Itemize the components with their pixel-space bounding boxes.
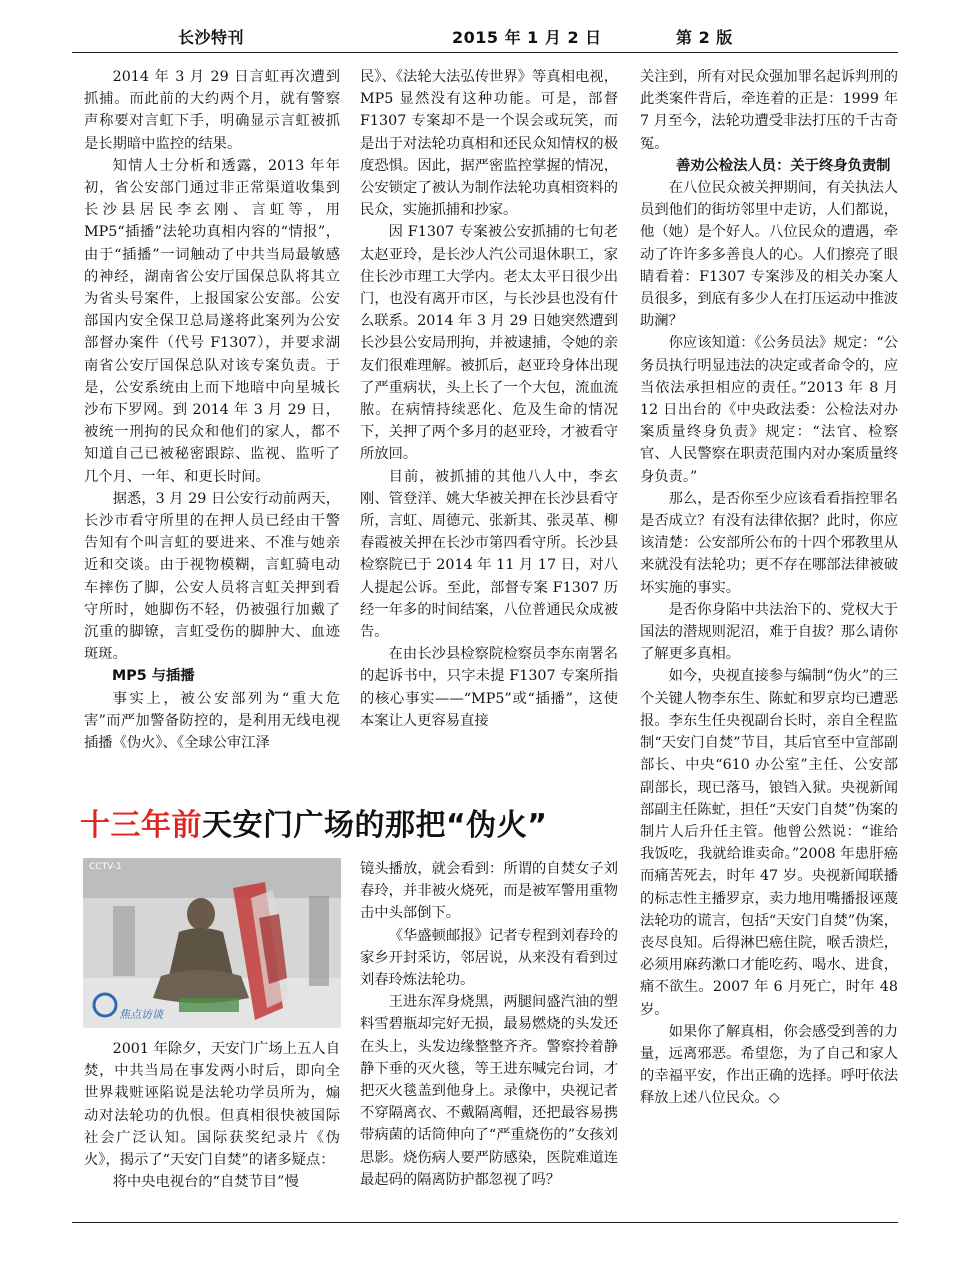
page-number: 第 2 版 bbox=[676, 28, 733, 47]
article-column-5 bbox=[360, 858, 618, 1220]
paragraph: 如今，央视直接参与编制“伪火”的三个关键人物李东生、陈虻和罗京均已遭恶报。李东生任央视副台长时，亲自全程监制“天安门自焚”节目，其后官至中宣部副部长、中央“610 办公室”主任、公安部副部长，现已落马，锒铛入狱。央视新闻部副主任陈虻，担任“天安门自焚”伪案的制片人后升任主管。他曾公然说：“谁给我饭吃，我就给谁卖命。”2008 年患肝癌而痛苦死去，时年 47 岁。央视新闻联播的标志性主播罗京，卖力地用嘴播报诬蔑法轮功的谎言，包括“天安门自焚”伪案，丧尽良知。后得淋巴癌住院，喉舌溃烂，必须用麻药漱口才能吃药、喝水、进食，痛不欲生。2007 年 6 月死亡，时年 48 岁。 bbox=[640, 668, 898, 1018]
article-column-3 bbox=[640, 66, 898, 1220]
paragraph: 知情人士分析和透露，2013 年年初，省公安部门通过非正常渠道收集到长沙县居民李玄刚、言虹等，用 MP5“插播”法轮功真相内容的“情报”，由于“插播”一词触动了中共当局最敏感的神经，湖南省公安厅国保总队将其立为省头号案件，上报国家公安部。公安部国内安全保卫总局遂将此案列为公安部督办案件（代号 F1307），并要求湖南省公安厅国保总队对该专案负责。于是，公安系统由上而下地暗中向星城长沙布下罗网。到 2014 年 3 月 29 日，被统一刑拘的民众和他们的家人，都不知道自己已被秘密跟踪、监视、监听了几个月、一年、和更长时间。 bbox=[84, 157, 340, 485]
tv-logo: CCTV-1 bbox=[89, 862, 122, 872]
paragraph: 民》、《法轮大法弘传世界》等真相电视，MP5 显然没有这种功能。可是，部督 F1307 专案却不是一个误会或玩笑，而是出于对法轮功真相和还民众知情权的极度恐惧。因此，据严密监控掌握的情况，公安锁定了被认为制作法轮功真相资料的民众，实施抓捕和抄家。 bbox=[360, 69, 618, 219]
headline-black-part: 天安门广场的那把“伪火” bbox=[202, 808, 548, 843]
photo-illustration bbox=[83, 858, 341, 1028]
paragraph: 那么，是否你至少应该看看指控罪名是否成立？有没有法律依据？此时，你应该清楚：公安部所公布的十四个邪教里从来就没有法轮功；更不存在哪部法律被破坏实施的事实。 bbox=[640, 490, 898, 596]
page-header bbox=[72, 22, 898, 52]
paragraph: 在由长沙县检察院检察员李东南署名的起诉书中，只字未提 F1307 专案所指的核心事实——“MP5”或“插播”，这使本案让人更容易直接 bbox=[360, 646, 618, 729]
paragraph: 据悉，3 月 29 日公安行动前两天，长沙市看守所里的在押人员已经由干警告知有个叫言虹的要进来、不准与她亲近和交谈。由于视物模糊，言虹骑电动车摔伤了脚，公安人员将言虹关押到看守所时，她脚伤不轻，仍被强行加戴了沉重的脚镣，言虹受伤的脚肿大、血迹斑斑。 bbox=[84, 490, 340, 663]
paragraph: 你应该知道：《公务员法》规定：“公务员执行明显违法的决定或者命令的，应当依法承担相应的责任。”2013 年 8 月 12 日出台的《中央政法委：公检法对办案质量终身负责》规定：“法官、检察官、人民警察在职责范围内对办案质量终身负责。” bbox=[640, 335, 898, 485]
program-logo-text: 焦点访谈 bbox=[119, 1008, 163, 1021]
paragraph: 镜头播放，就会看到：所谓的自焚女子刘春玲，并非被火烧死，而是被军警用重物击中头部倒下。 bbox=[360, 861, 618, 922]
paragraph: 《华盛顿邮报》记者专程到刘春玲的家乡开封采访，邻居说，从来没有看到过刘春玲炼法轮功。 bbox=[360, 927, 618, 989]
issue-date: 2015 年 1 月 2 日 bbox=[452, 28, 602, 47]
paragraph: 因 F1307 专案被公安抓捕的七旬老太赵亚玲，是长沙人汽公司退休职工，家住长沙市理工大学内。老太太平日很少出门，也没有离开市区，与长沙县也没有什么联系。2014 年 3 月 29 日她突然遭到长沙县公安局刑拘，并被逮捕，令她的亲友们很难理解。被抓后，赵亚玲身体出现了严重病状，头上长了一个大包，流血流脓。在病情持续恶化、危及生命的情况下，关押了两个多月的赵亚玲，才被看守所放回。 bbox=[360, 224, 618, 463]
paragraph: 王进东浑身烧黑，两腿间盛汽油的塑料雪碧瓶却完好无损，最易燃烧的头发还在头上，头发边缘整整齐齐。警察拎着静静下垂的灭火毯，等王进东喊完台词，才把灭火毯盖到他身上。录像中，央视记者不穿隔离衣、不戴隔离帽，还把最容易携带病菌的话筒伸向了“严重烧伤的”女孩刘思影。烧伤病人要严防感染，医院难道连最起码的隔离防护都忽视了吗？ bbox=[360, 994, 618, 1188]
paragraph: 在八位民众被关押期间，有关执法人员到他们的街坊邻里中走访，人们都说，他（她）是个好人。八位民众的遭遇，牵动了许许多多善良人的心。人们擦亮了眼睛看着：F1307 专案涉及的相关办案人员很多，到底有多少人在打压运动中推波助澜？ bbox=[640, 180, 898, 330]
article-column-1 bbox=[84, 66, 340, 788]
article-column-4 bbox=[84, 1038, 340, 1220]
paragraph: 事实上，被公安部列为“重大危害”而严加警备防控的，是利用无线电视插播《伪火》、《全球公审江泽 bbox=[84, 690, 340, 752]
paragraph: 如果你了解真相，你会感受到善的力量，远离邪恶。希望您，为了自己和家人的幸福平安，作出正确的选择。呼吁依法释放上述八位民众。◇ bbox=[640, 1023, 898, 1107]
paragraph: 是否你身陷中共法治下的、党权大于国法的潜规则泥沼，难于自拔？那么请你了解更多真相。 bbox=[640, 601, 898, 663]
publication-title: 长沙特刊 bbox=[178, 28, 245, 47]
paragraph: 将中央电视台的“自焚节目”慢 bbox=[112, 1174, 299, 1191]
paragraph: 目前，被抓捕的其他八人中，李玄刚、管登洋、姚大华被关押在长沙县看守所，言虹、周德元、张新其、张灵革、柳春霞被关押在长沙市第四看守所。长沙县检察院已于 2014 年 11 月 17 日，对八人提起公诉。至此，部督专案 F1307 历经一年多的时间结案，八位普通民众成被告。 bbox=[360, 468, 618, 641]
section-heading: 善劝公检法人员：关于终身负责制 bbox=[676, 157, 891, 174]
footer-rule bbox=[72, 1222, 898, 1223]
news-photo bbox=[83, 858, 341, 1028]
header-rule bbox=[72, 52, 898, 53]
paragraph: 2014 年 3 月 29 日言虹再次遭到抓捕。而此前的大约两个月，就有警察声称要对言虹下手，明确显示言虹被抓是长期暗中监控的结果。 bbox=[84, 69, 340, 152]
article-headline bbox=[80, 800, 632, 850]
article-column-2 bbox=[360, 66, 618, 788]
paragraph: 关注到，所有对民众强加罪名起诉判刑的此类案件背后，牵连着的正是：1999 年 7 月至今，法轮功遭受非法打压的千古奇冤。 bbox=[640, 69, 898, 152]
headline-red-part: 十三年前 bbox=[80, 808, 202, 843]
section-heading: MP5 与插播 bbox=[112, 668, 195, 685]
paragraph: 2001 年除夕，天安门广场上五人自焚，中共当局在事发两小时后，即向全世界栽赃诬陷说是法轮功学员所为，煽动对法轮功的仇恨。但真相很快被国际社会广泛认知。国际获奖纪录片《伪火》，揭示了“天安门自焚”的诸多疑点： bbox=[84, 1041, 340, 1169]
